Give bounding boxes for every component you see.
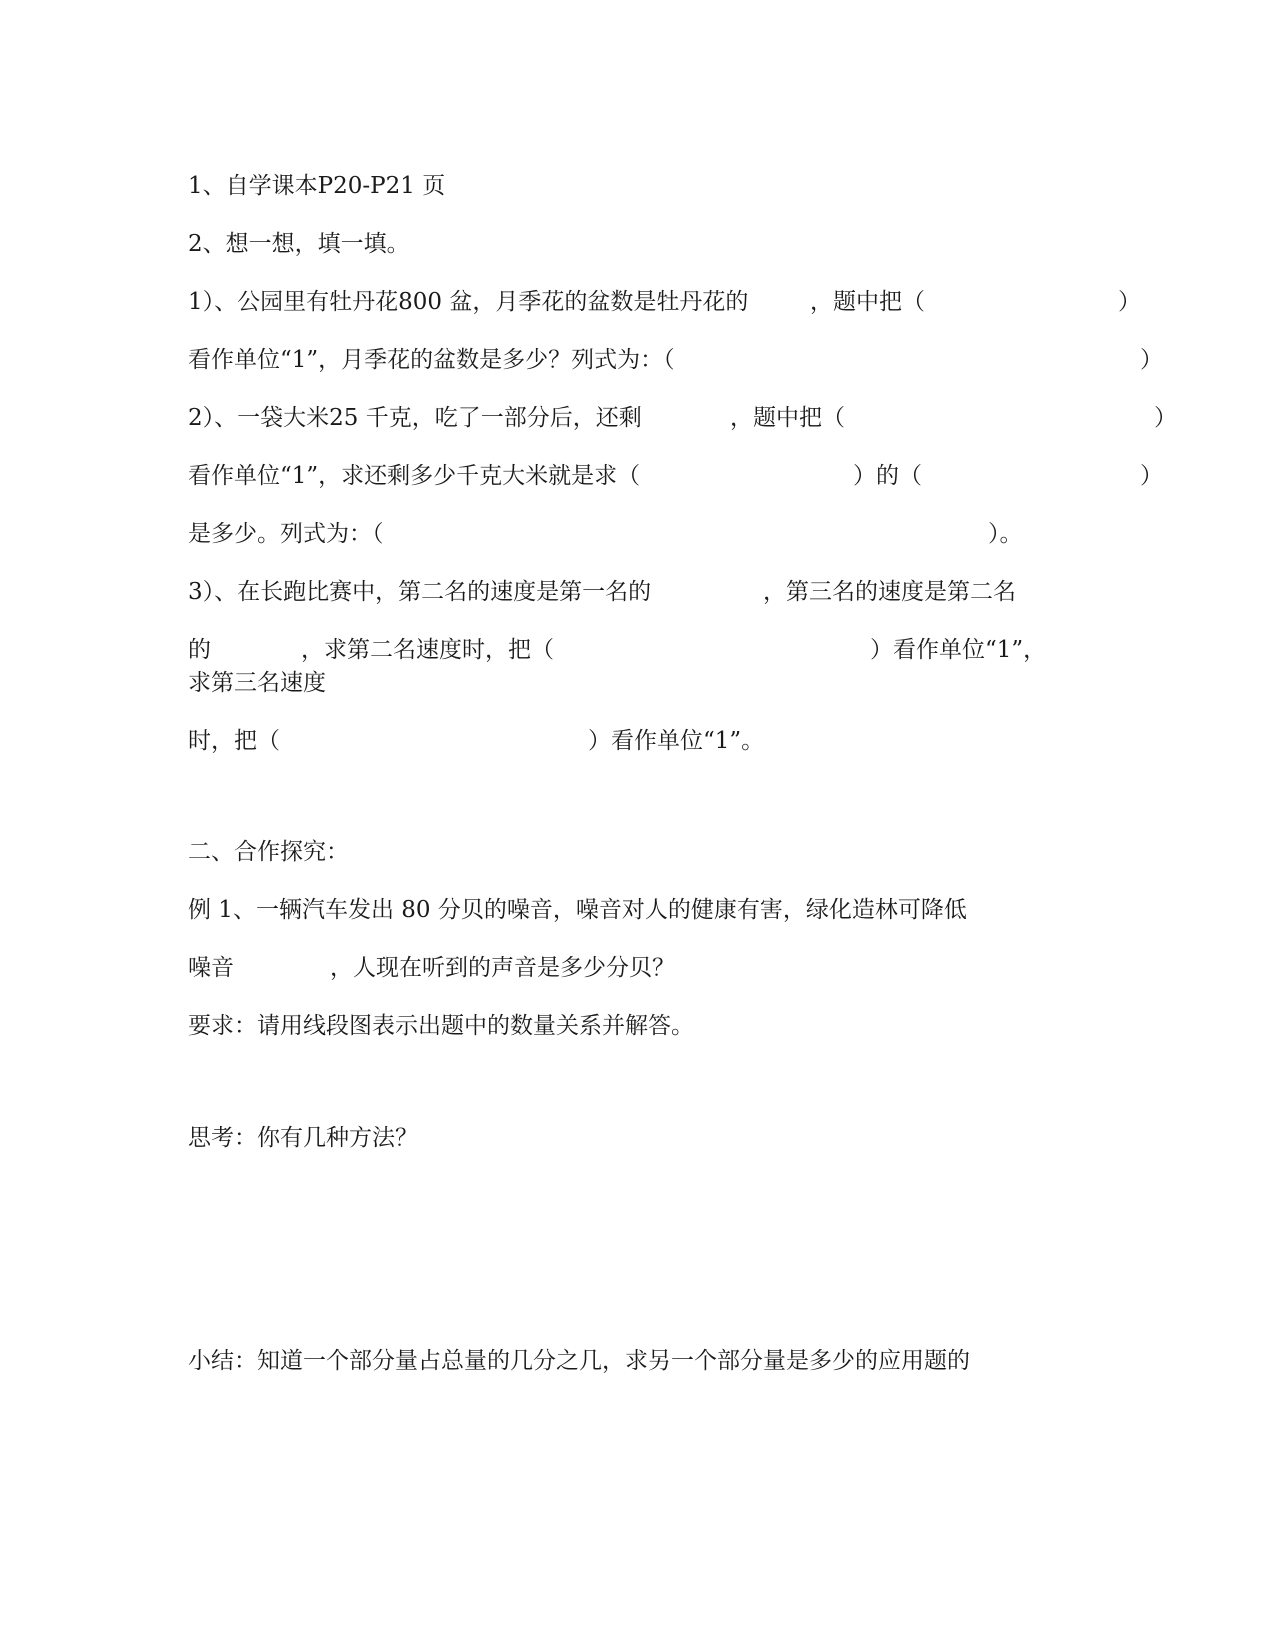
question-2-unit-prompt: ，题中把（ xyxy=(730,405,845,431)
question-3-unit-suffix: ）看作单位“1”， xyxy=(870,637,1047,663)
question-1-unit-prompt: ，题中把（ xyxy=(810,289,925,315)
question-2-of-prompt: ）的（ xyxy=(853,463,922,489)
blank-close-paren: ） xyxy=(1140,347,1163,373)
question-3-unit-suffix-2: ）看作单位“1”。 xyxy=(588,728,765,754)
question-1-formula-prompt: 看作单位“1”，月季花的盆数是多少？列式为：（ xyxy=(188,347,675,373)
question-3-unit-prompt: ，求第二名速度时，把（ xyxy=(301,637,554,663)
summary-text: 小结：知道一个部分量占总量的几分之几，求另一个部分量是多少的应用题的 xyxy=(188,1348,970,1374)
example-1-question: ，人现在听到的声音是多少分贝？ xyxy=(330,955,675,981)
blank-close-paren: ） xyxy=(1154,405,1177,431)
question-3-text-cont: ，第三名的速度是第二名 xyxy=(763,579,1016,605)
question-3-line-3: 求第三名速度 xyxy=(188,670,326,696)
step-2-text: 2、想一想，填一填。 xyxy=(188,231,410,257)
step-1-text: 1、自学课本P20-P21 页 xyxy=(188,173,446,199)
blank-close-paren: ） xyxy=(1140,463,1163,489)
example-1-line-1: 例 1、一辆汽车发出 80 分贝的噪音，噪音对人的健康有害，绿化造林可降低 xyxy=(188,897,967,923)
requirement-text: 要求：请用线段图表示出题中的数量关系并解答。 xyxy=(188,1013,694,1039)
blank-close-paren: ） xyxy=(1118,289,1141,315)
question-3-of-text: 的 xyxy=(188,637,211,663)
question-1-text: 1）、公园里有牡丹花800 盆，月季花的盆数是牡丹花的 xyxy=(188,289,749,315)
example-1-noise-text: 噪音 xyxy=(188,955,234,981)
question-2-find-prompt: 看作单位“1”，求还剩多少千克大米就是求（ xyxy=(188,463,641,489)
blank-close-paren: ）。 xyxy=(988,521,1023,547)
question-3-when-prompt: 时，把（ xyxy=(188,728,280,754)
think-text: 思考：你有几种方法？ xyxy=(188,1125,418,1151)
section-heading: 二、合作探究： xyxy=(188,839,349,865)
question-2-formula-prompt: 是多少。列式为：（ xyxy=(188,521,384,547)
question-2-text: 2）、一袋大米25 千克，吃了一部分后，还剩 xyxy=(188,405,642,431)
question-3-text: 3）、在长跑比赛中，第二名的速度是第一名的 xyxy=(188,579,652,605)
